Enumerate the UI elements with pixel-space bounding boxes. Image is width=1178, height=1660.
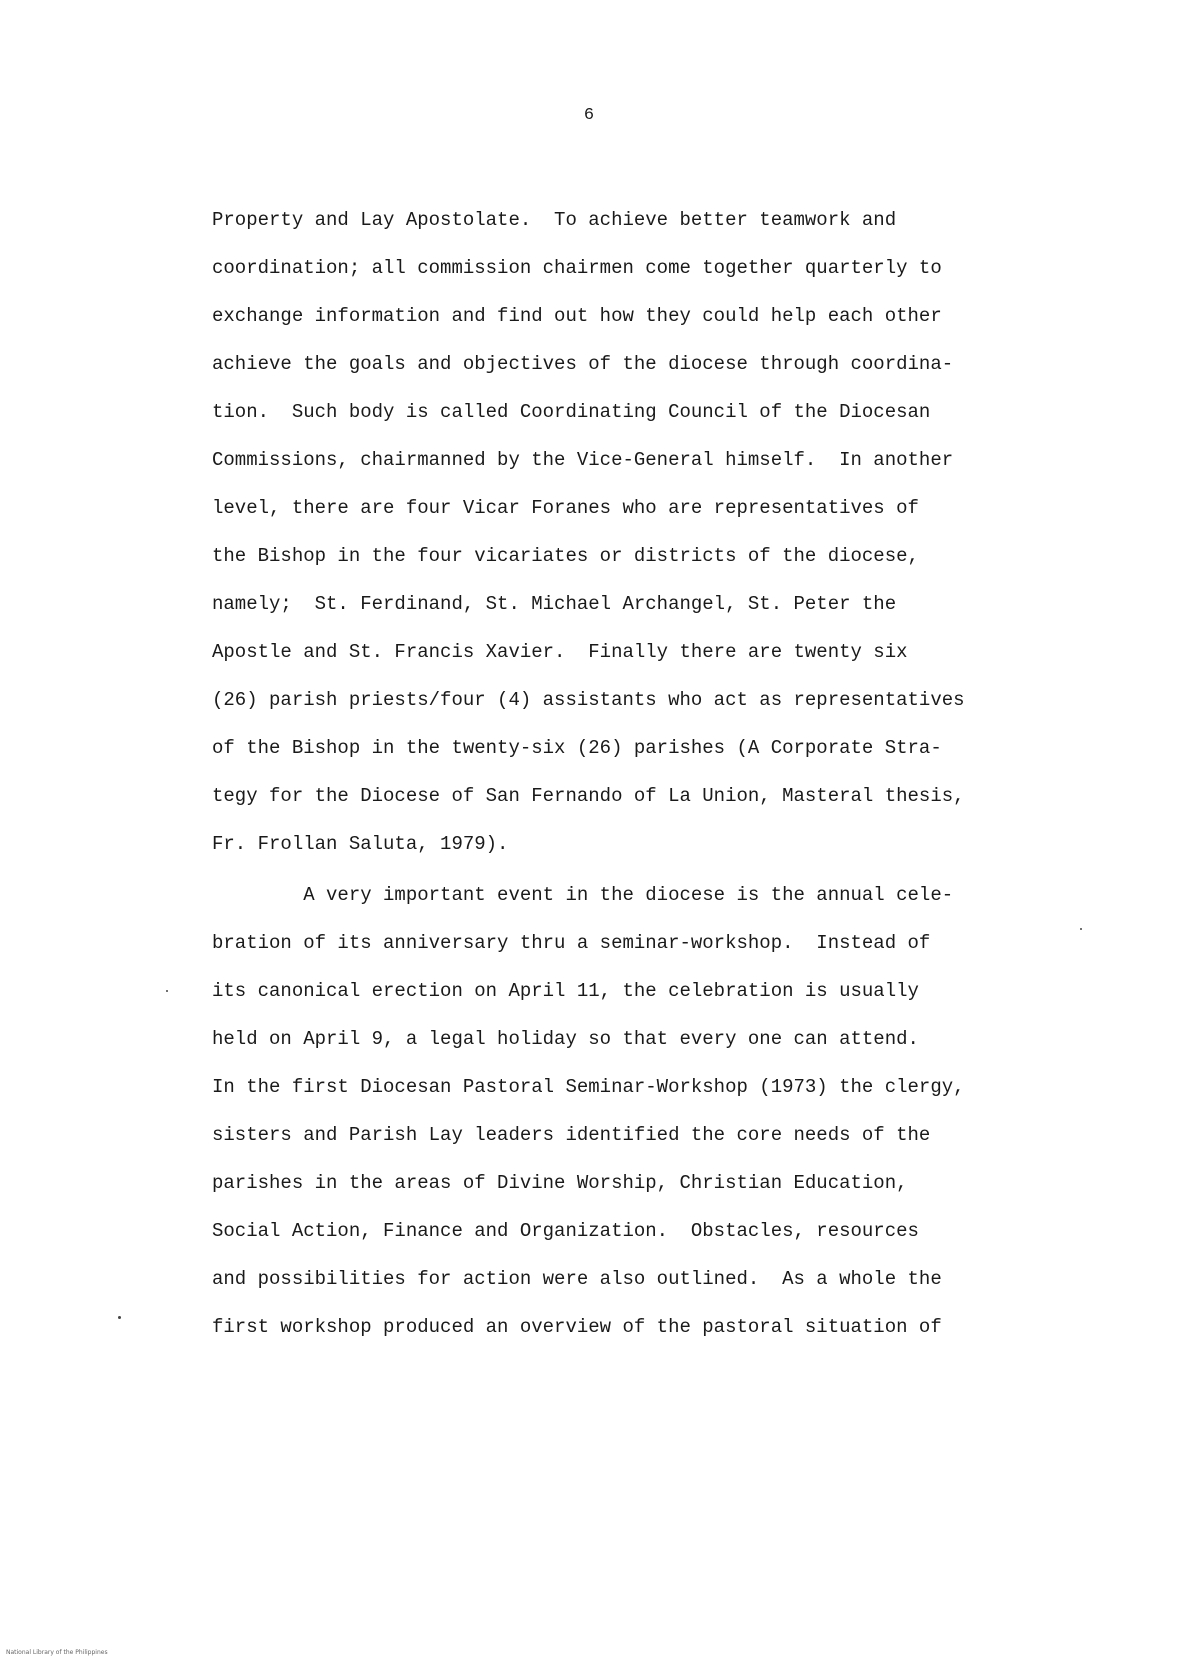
text-line: namely; St. Ferdinand, St. Michael Archangel, St. Peter the	[212, 593, 897, 615]
text-line: held on April 9, a legal holiday so that every one can attend.	[212, 1028, 919, 1050]
paragraph	[212, 871, 1002, 1351]
text-line: achieve the goals and objectives of the diocese through coordina-	[212, 353, 954, 375]
page-number: 6	[583, 106, 595, 125]
text-line: Social Action, Finance and Organization. Obstacles, resources	[212, 1220, 919, 1242]
scan-speck	[1080, 928, 1082, 930]
text-line: level, there are four Vicar Foranes who are representatives of	[212, 497, 919, 519]
text-line: bration of its anniversary thru a seminar-workshop. Instead of	[212, 932, 931, 954]
text-line: Apostle and St. Francis Xavier. Finally there are twenty six	[212, 641, 908, 663]
text-line: Fr. Frollan Saluta, 1979).	[212, 833, 509, 855]
text-line: Commissions, chairmanned by the Vice-General himself. In another	[212, 449, 954, 471]
text-line: coordination; all commission chairmen come together quarterly to	[212, 257, 942, 279]
text-line: and possibilities for action were also outlined. As a whole the	[212, 1268, 942, 1290]
text-line: (26) parish priests/four (4) assistants who act as representatives	[212, 689, 965, 711]
scan-speck	[118, 1316, 121, 1319]
paragraph	[212, 196, 1002, 868]
text-line: first workshop produced an overview of the pastoral situation of	[212, 1316, 942, 1338]
scan-speck	[166, 990, 168, 992]
text-line: its canonical erection on April 11, the celebration is usually	[212, 980, 919, 1002]
text-line: exchange information and find out how they could help each other	[212, 305, 942, 327]
text-line: A very important event in the diocese is the annual cele-	[212, 884, 954, 906]
text-line: parishes in the areas of Divine Worship, Christian Education,	[212, 1172, 908, 1194]
text-line: Property and Lay Apostolate. To achieve better teamwork and	[212, 209, 897, 231]
text-line: sisters and Parish Lay leaders identified the core needs of the	[212, 1124, 931, 1146]
footer-watermark: National Library of the Philippines	[6, 1649, 108, 1656]
text-line: tegy for the Diocese of San Fernando of La Union, Masteral thesis,	[212, 785, 965, 807]
text-line: of the Bishop in the twenty-six (26) parishes (A Corporate Stra-	[212, 737, 942, 759]
text-line: tion. Such body is called Coordinating Council of the Diocesan	[212, 401, 931, 423]
text-line: In the first Diocesan Pastoral Seminar-Workshop (1973) the clergy,	[212, 1076, 965, 1098]
text-line: the Bishop in the four vicariates or districts of the diocese,	[212, 545, 919, 567]
body-text	[212, 196, 1002, 1351]
